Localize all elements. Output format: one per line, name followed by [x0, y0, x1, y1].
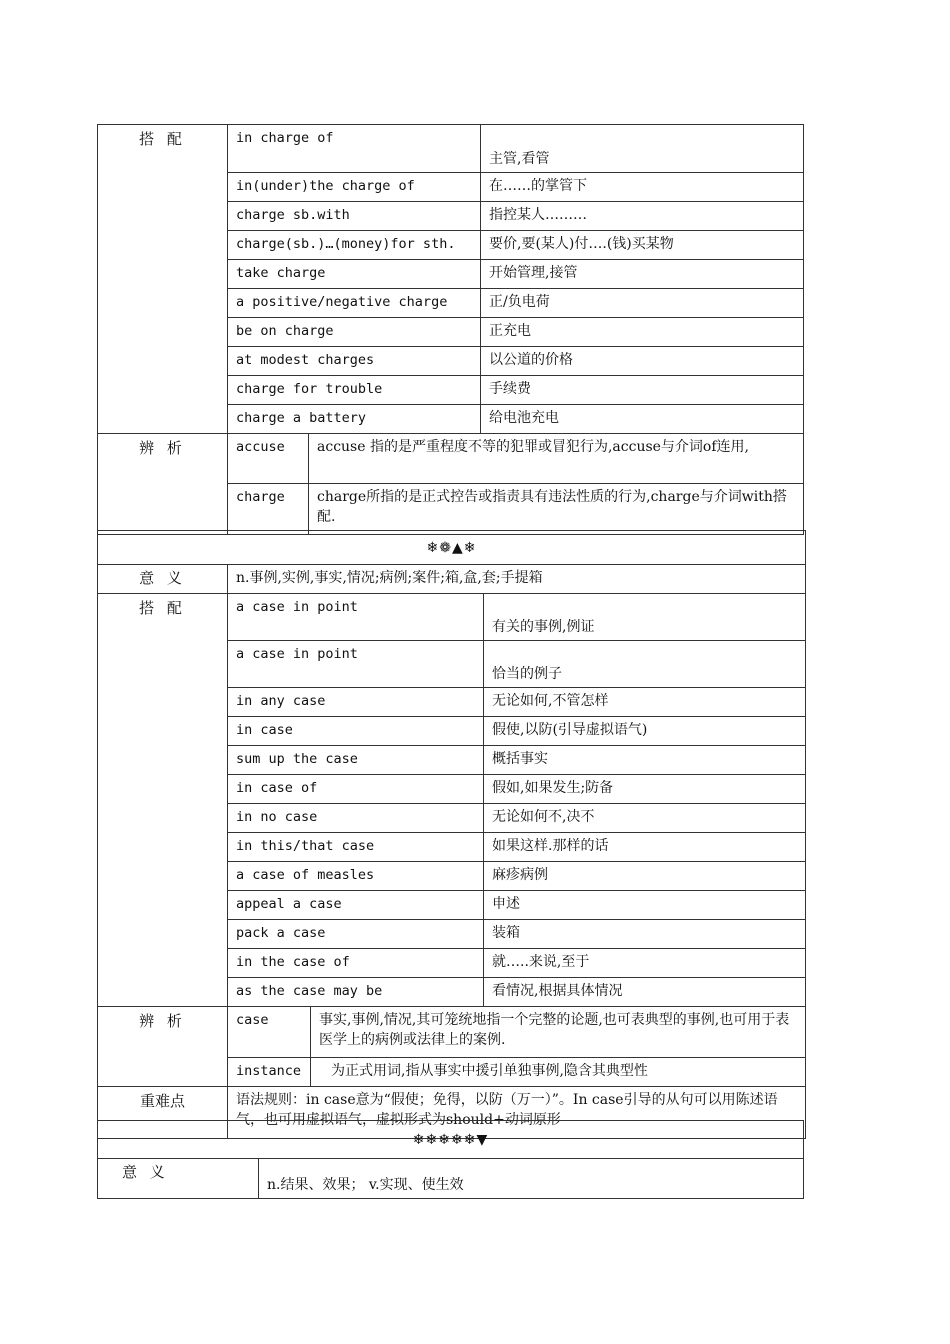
collocation-cn: 给电池充电 — [481, 405, 804, 434]
collocation-en: as the case may be — [228, 978, 484, 1007]
analysis-label: 辨 析 — [98, 1007, 228, 1087]
collocation-cn: 主管,看管 — [481, 125, 804, 173]
collocation-cn: 就…..来说,至于 — [484, 949, 806, 978]
analysis-text: charge所指的是正式控告或指责具有违法性质的行为,charge与介词with搭配. — [309, 484, 804, 535]
collocation-cn: 无论如何不,决不 — [484, 804, 806, 833]
charge-table — [97, 124, 804, 535]
collocation-cn: 假如,如果发生;防备 — [484, 775, 806, 804]
collocation-cn: 以公道的价格 — [481, 347, 804, 376]
collocation-label: 搭 配 — [98, 594, 228, 1007]
analysis-text: 为正式用词,指从事实中援引单独事例,隐含其典型性 — [311, 1058, 806, 1087]
collocation-cn: 要价,要(某人)付….(钱)买某物 — [481, 231, 804, 260]
collocation-cn: 正充电 — [481, 318, 804, 347]
collocation-en: pack a case — [228, 920, 484, 949]
collocation-cn: 在……的掌管下 — [481, 173, 804, 202]
collocation-cn: 有关的事例,例证 — [484, 594, 806, 641]
case-table — [97, 530, 806, 1139]
collocation-cn: 申述 — [484, 891, 806, 920]
analysis-word: case — [228, 1007, 311, 1058]
entry-title: ❄❄❄❄❄▼ — [98, 1121, 804, 1159]
collocation-cn: 麻疹病例 — [484, 862, 806, 891]
collocation-cn: 看情况,根据具体情况 — [484, 978, 806, 1007]
collocation-label: 搭 配 — [98, 125, 228, 434]
collocation-en: sum up the case — [228, 746, 484, 775]
effect-table — [97, 1120, 804, 1199]
collocation-en: in charge of — [228, 125, 481, 173]
collocation-en: charge a battery — [228, 405, 481, 434]
collocation-en: in no case — [228, 804, 484, 833]
collocation-en: a case in point — [228, 641, 484, 688]
analysis-word: accuse — [228, 434, 309, 484]
collocation-en: in any case — [228, 688, 484, 717]
meaning-label: 意 义 — [98, 1159, 259, 1199]
collocation-en: appeal a case — [228, 891, 484, 920]
collocation-en: charge for trouble — [228, 376, 481, 405]
key-point-text: 语法规则：in case意为“假使；免得，以防（万一）”。In case引导的从句可以用陈述语气，也可用虚拟语气，虚拟形式为should+动词原形 — [228, 1087, 806, 1139]
collocation-en: in case — [228, 717, 484, 746]
collocation-en: at modest charges — [228, 347, 481, 376]
collocation-en: in(under)the charge of — [228, 173, 481, 202]
collocation-cn: 开始管理,接管 — [481, 260, 804, 289]
collocation-en: a case in point — [228, 594, 484, 641]
collocation-en: a positive/negative charge — [228, 289, 481, 318]
analysis-text: 事实,事例,情况,其可笼统地指一个完整的论题,也可表典型的事例,也可用于表医学上的病例或法律上的案例. — [311, 1007, 806, 1058]
meaning-text: n.事例,实例,事实,情况;病例;案件;箱,盒,套;手提箱 — [228, 565, 806, 594]
entry-title: ❄❁▲❄ — [98, 531, 806, 565]
meaning-label: 意 义 — [98, 565, 228, 594]
collocation-cn: 无论如何,不管怎样 — [484, 688, 806, 717]
collocation-cn: 恰当的例子 — [484, 641, 806, 688]
collocation-cn: 指控某人……… — [481, 202, 804, 231]
analysis-text: accuse 指的是严重程度不等的犯罪或冒犯行为,accuse与介词of连用, — [309, 434, 804, 484]
collocation-en: in this/that case — [228, 833, 484, 862]
collocation-cn: 手续费 — [481, 376, 804, 405]
analysis-word: instance — [228, 1058, 311, 1087]
collocation-en: in the case of — [228, 949, 484, 978]
collocation-cn: 装箱 — [484, 920, 806, 949]
collocation-cn: 如果这样.那样的话 — [484, 833, 806, 862]
collocation-en: a case of measles — [228, 862, 484, 891]
collocation-en: charge(sb.)…(money)for sth. — [228, 231, 481, 260]
meaning-text: n.结果、效果； v.实现、使生效 — [259, 1159, 804, 1199]
collocation-en: charge sb.with — [228, 202, 481, 231]
collocation-cn: 正/负电荷 — [481, 289, 804, 318]
analysis-label: 辨 析 — [98, 434, 228, 535]
collocation-en: be on charge — [228, 318, 481, 347]
collocation-en: take charge — [228, 260, 481, 289]
collocation-en: in case of — [228, 775, 484, 804]
analysis-word: charge — [228, 484, 309, 535]
collocation-cn: 假使,以防(引导虚拟语气) — [484, 717, 806, 746]
collocation-cn: 概括事实 — [484, 746, 806, 775]
key-point-label: 重难点 — [98, 1087, 228, 1139]
